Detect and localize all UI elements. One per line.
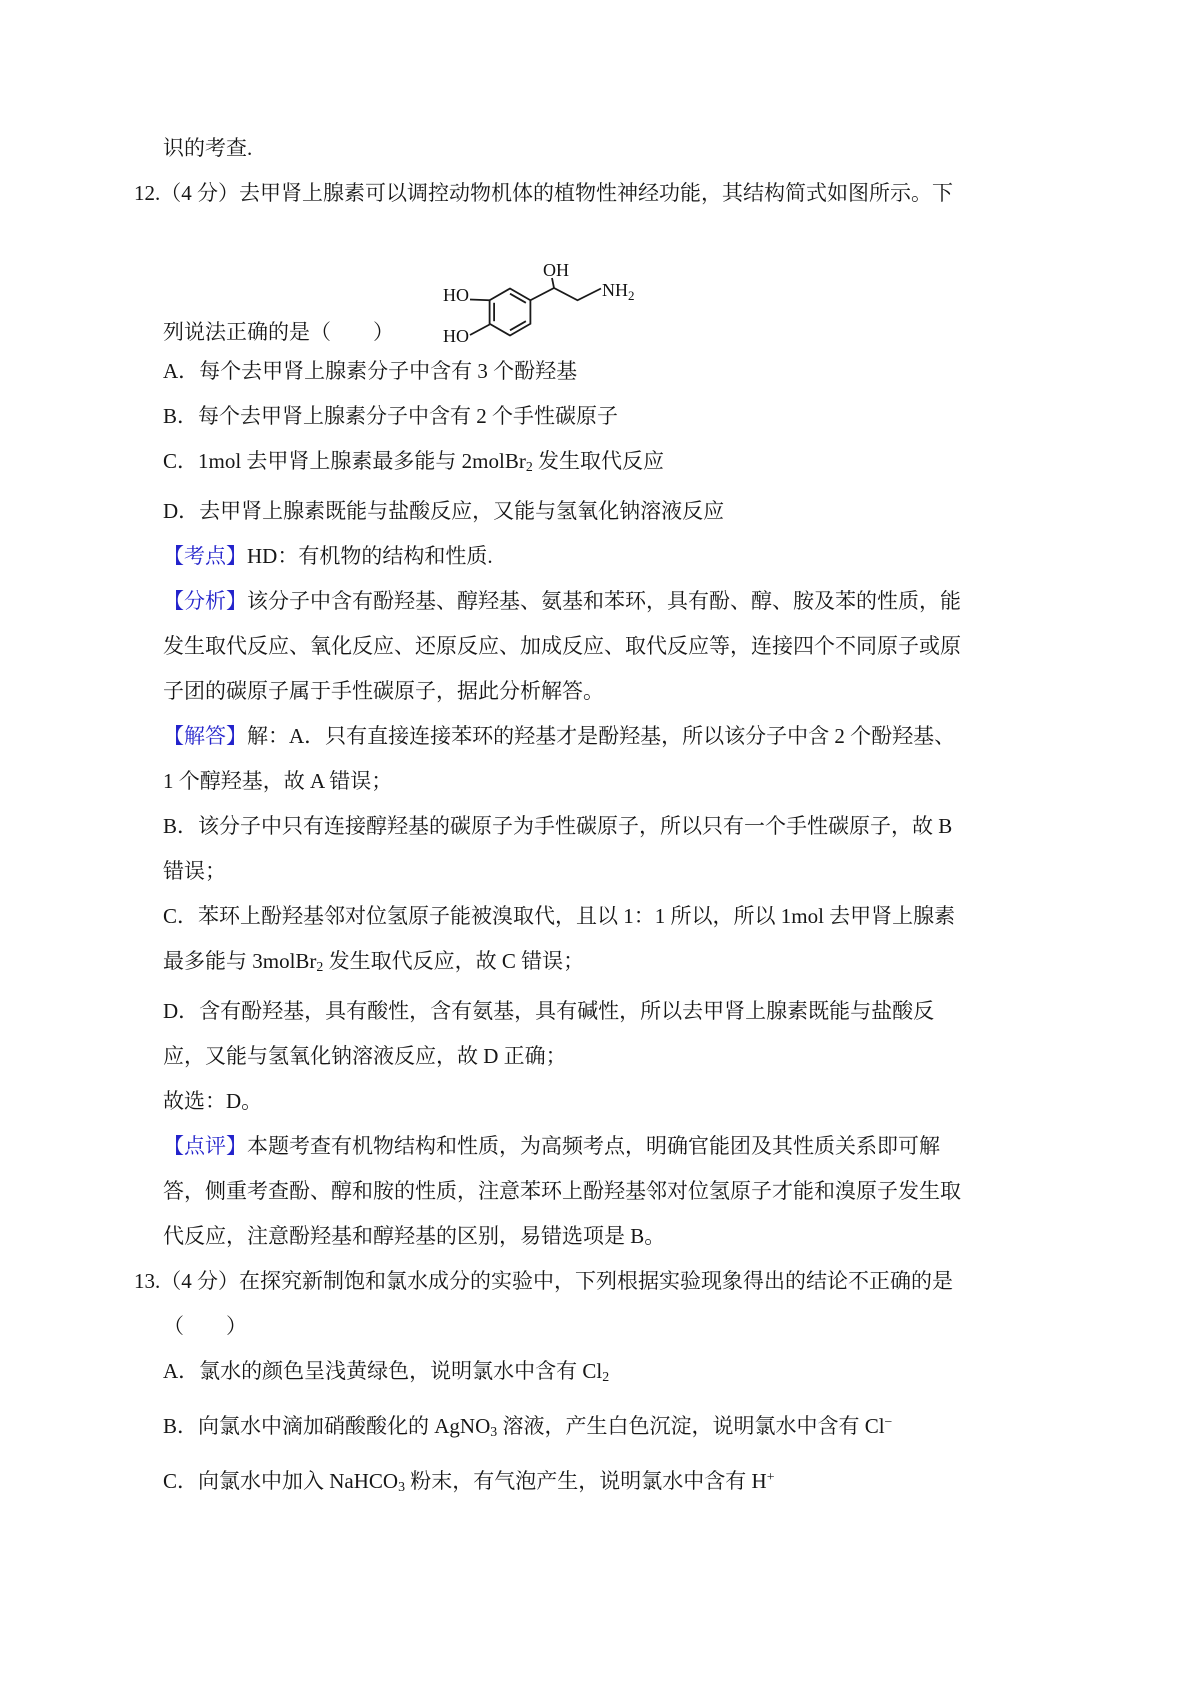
section-label: 【分析】 (163, 589, 247, 614)
text-segment: 发生取代反应、氧化反应、还原反应、加成反应、取代反应等，连接四个不同原子或原 (163, 634, 961, 659)
text-segment: C．苯环上酚羟基邻对位氢原子能被溴取代，且以 1：1 所以，所以 1mol 去甲肾上腺素 (163, 904, 956, 929)
hydroxyl-upper-left-label: HO (443, 285, 469, 305)
text-segment: 溶液，产生白色沉淀，说明氯水中含有 Cl (497, 1414, 885, 1439)
text-segment: B．向氯水中滴加硝酸酸化的 AgNO (163, 1414, 491, 1439)
q12-question-line: 列说法正确的是（ ） (163, 320, 394, 344)
text-segment: B．该分子中只有连接醇羟基的碳原子为手性碳原子，所以只有一个手性碳原子，故 B (163, 814, 953, 839)
text-segment: 3 (490, 1424, 498, 1440)
text-segment: 答，侧重考查酚、醇和胺的性质，注意苯环上酚羟基邻对位氢原子才能和溴原子发生取 (163, 1179, 961, 1204)
q12-answer (163, 1079, 1145, 1124)
q12-structure-row (0, 216, 1200, 349)
text-segment: C．向氯水中加入 NaHCO (163, 1469, 399, 1494)
text-segment: 故选：D。 (163, 1089, 263, 1114)
text-segment: 解：A．只有直接连接苯环的羟基才是酚羟基，所以该分子中含 2 个酚羟基、 (247, 724, 956, 749)
text-segment: 识的考查. (163, 136, 253, 160)
text-segment: 该分子中含有酚羟基、醇羟基、氨基和苯环，具有酚、醇、胺及苯的性质，能 (247, 589, 961, 614)
q12-jieda-2 (163, 759, 1145, 804)
text-segment: 粉末，有气泡产生，说明氯水中含有 H (405, 1469, 767, 1494)
text-segment: 3 (398, 1479, 406, 1495)
hydroxyl-lower-left-label: HO (443, 326, 469, 346)
text-segment: 发生取代反应，故 C 错误； (323, 949, 585, 974)
text-segment: + (766, 1469, 775, 1485)
molecule-structure-diagram (402, 244, 648, 348)
q12-jieda-1 (163, 714, 1145, 759)
text-segment: 代反应，注意酚羟基和醇羟基的区别，易错选项是 B。 (163, 1224, 666, 1249)
section-label: 【解答】 (163, 724, 247, 749)
text-segment: 应，又能与氢氧化钠溶液反应，故 D 正确； (163, 1044, 567, 1069)
q12-stem (134, 171, 1145, 216)
q12-fenxi-1 (163, 579, 1145, 624)
q12-jieda-4 (163, 849, 1145, 894)
text-block-top (0, 126, 1200, 216)
text-segment: A．每个去甲肾上腺素分子中含有 3 个酚羟基 (163, 359, 578, 383)
q12-fenxi-3 (163, 669, 1145, 714)
text-segment: 2 (602, 1369, 610, 1385)
text-segment: （ ） (163, 1314, 247, 1339)
q13-option-c (163, 1454, 1145, 1509)
q13-option-b (163, 1399, 1145, 1454)
text-segment: 12.（4 分）去甲肾上腺素可以调控动物机体的植物性神经功能，其结构简式如图所示。下 (134, 181, 953, 205)
bond-lines (470, 278, 601, 336)
q13-paren (163, 1304, 1145, 1349)
text-segment: 2 (525, 459, 533, 475)
q13-stem (134, 1259, 1145, 1304)
q12-jieda-5 (163, 894, 1145, 939)
text-segment: B．每个去甲肾上腺素分子中含有 2 个手性碳原子 (163, 404, 619, 428)
text-segment: 发生取代反应 (532, 449, 665, 473)
text-segment: D．去甲肾上腺素既能与盐酸反应，又能与氢氧化钠溶液反应 (163, 499, 725, 524)
section-label: 【点评】 (163, 1134, 247, 1159)
q12-jieda-8 (163, 1034, 1145, 1079)
q12-dianping-2 (163, 1169, 1145, 1214)
q12-kaodian (163, 534, 1145, 579)
q12-dianping-1 (163, 1124, 1145, 1169)
q13-option-a (163, 1349, 1145, 1399)
prev-answer-tail (163, 126, 1145, 171)
text-segment: 本题考查有机物结构和性质，为高频考点，明确官能团及其性质关系即可解 (247, 1134, 940, 1159)
text-segment: 错误； (163, 859, 226, 884)
q12-option-d (163, 489, 1145, 534)
text-segment: HD：有机物的结构和性质. (247, 544, 493, 569)
text-segment: 最多能与 3molBr (163, 949, 317, 974)
text-segment: 子团的碳原子属于手性碳原子，据此分析解答。 (163, 679, 604, 704)
text-segment: − (884, 1414, 893, 1430)
hydroxyl-top-label: OH (543, 260, 569, 280)
q12-fenxi-2 (163, 624, 1145, 669)
text-segment: D．含有酚羟基，具有酸性，含有氨基，具有碱性，所以去甲肾上腺素既能与盐酸反 (163, 999, 935, 1024)
q12-jieda-3 (163, 804, 1145, 849)
q12-dianping-3 (163, 1214, 1145, 1259)
section-label: 【考点】 (163, 544, 247, 569)
q12-option-b (163, 394, 1145, 439)
amine-label: $NH_2$ (602, 280, 635, 303)
text-segment: C．1mol 去甲肾上腺素最多能与 2molBr (163, 449, 526, 473)
text-block-bottom (0, 349, 1200, 1509)
q12-option-c (163, 439, 1145, 489)
q12-jieda-6 (163, 939, 1145, 989)
text-segment: 13.（4 分）在探究新制饱和氯水成分的实验中，下列根据实验现象得出的结论不正确的是 (134, 1269, 953, 1294)
q12-option-a (163, 349, 1145, 394)
q12-jieda-7 (163, 989, 1145, 1034)
text-segment: A．氯水的颜色呈浅黄绿色，说明氯水中含有 Cl (163, 1359, 603, 1384)
text-segment: 2 (316, 959, 324, 975)
text-segment: 1 个醇羟基，故 A 错误； (163, 769, 393, 794)
